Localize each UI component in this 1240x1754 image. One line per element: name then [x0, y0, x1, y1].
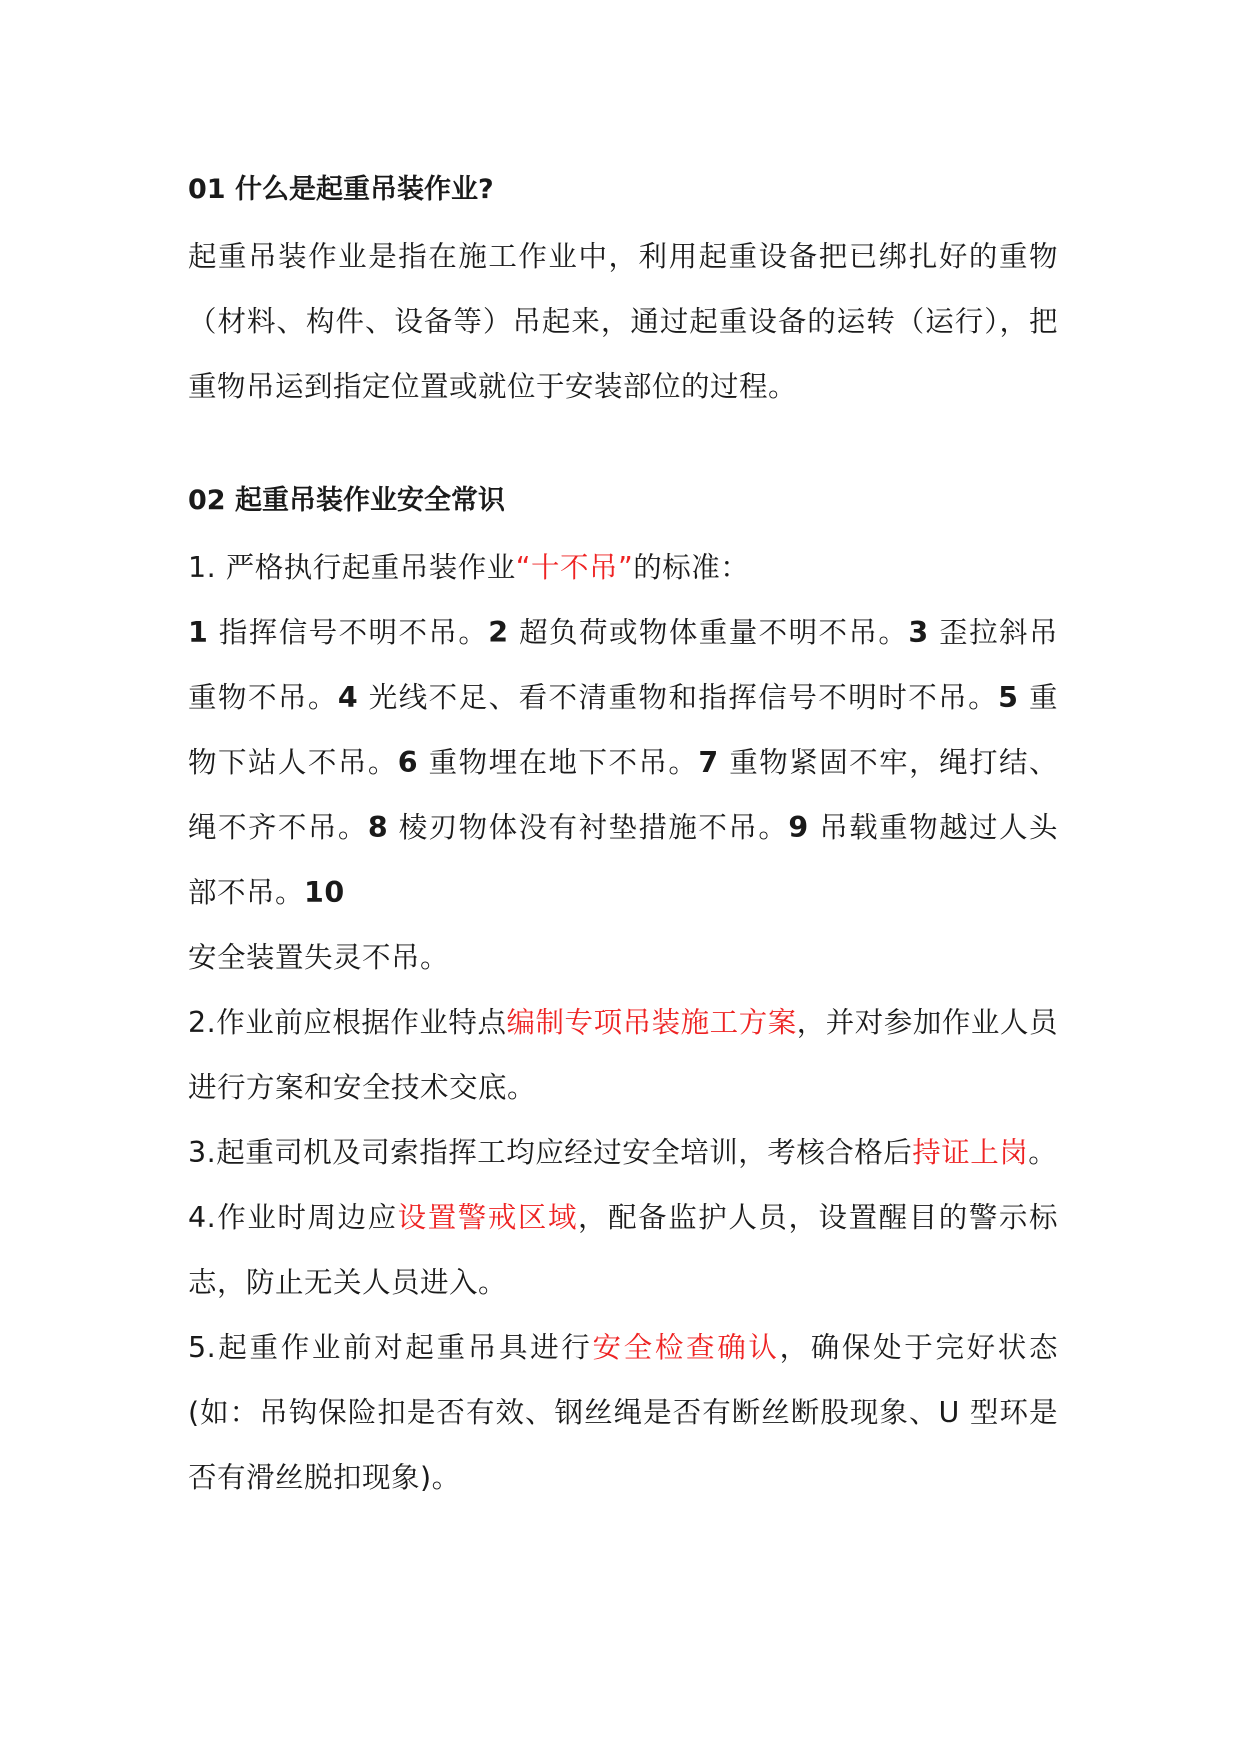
item-3-suffix: 。: [1028, 1136, 1058, 1169]
item-2-highlight: 编制专项吊装施工方案: [506, 1006, 797, 1039]
document-page: [188, 170, 1058, 1510]
rule-10-text: 安全装置失灵不吊。: [188, 941, 450, 974]
item-2-prefix: 2.作业前应根据作业特点: [188, 1006, 507, 1039]
rules-list: [188, 600, 1058, 925]
item-1-suffix: 的标准：: [633, 551, 750, 584]
section1-body: 起重吊装作业是指在施工作业中，利用起重设备把已绑扎好的重物（材料、构件、设备等）吊起来，通过起重设备的运转（运行），把重物吊运到指定位置或就位于安装部位的过程。: [188, 240, 1058, 403]
item-4: [188, 1185, 1058, 1315]
rule-3-num: 3: [908, 616, 929, 649]
rule-3-text: 歪拉斜吊重物不吊。: [188, 616, 1059, 714]
item-5-prefix: 5.起重作业前对起重吊具进行: [188, 1331, 593, 1364]
item-5-highlight: 安全检查确认: [592, 1331, 780, 1364]
item-1-prefix: 1. 严格执行起重吊装作业: [188, 551, 516, 584]
rule-1-text: 指挥信号不明不吊。: [208, 616, 489, 649]
section1-title: 01 什么是起重吊装作业?: [188, 174, 494, 205]
section2-title: 02 起重吊装作业安全常识: [188, 485, 505, 516]
rule-9-num: 9: [788, 811, 809, 844]
rule-5-text: 重物下站人不吊。: [188, 681, 1058, 779]
rule-9-text: 吊载重物越过人头部不吊。: [188, 811, 1058, 909]
item-5-suffix: ，确保处于完好状态(如：吊钩保险扣是否有效、钢丝绳是否有断丝断股现象、U 型环是否有滑丝脱扣现象)。: [188, 1331, 1058, 1494]
rule-1-num: 1: [188, 616, 209, 649]
item-4-prefix: 4.作业时周边应: [188, 1201, 398, 1234]
item-1-highlight: “十不吊”: [515, 551, 634, 584]
rule-8-num: 8: [367, 811, 389, 844]
rule-6-num: 6: [397, 746, 419, 779]
item-2-suffix: ，并对参加作业人员进行方案和安全技术交底。: [188, 1006, 1058, 1104]
item-1: [188, 535, 1058, 600]
rule-4-text: 光线不足、看不清重物和指挥信号不明时不吊。: [358, 681, 999, 714]
rule-10-num: 10: [304, 876, 345, 909]
item-3-prefix: 3.起重司机及司索指挥工均应经过安全培训，考核合格后: [188, 1136, 913, 1169]
rule-6-text: 重物埋在地下不吊。: [418, 746, 699, 779]
rule-7-text: 重物紧固不牢，绳打结、绳不齐不吊。: [188, 746, 1058, 844]
item-4-highlight: 设置警戒区域: [397, 1201, 579, 1234]
item-3-highlight: 持证上岗: [912, 1136, 1029, 1169]
item-3: [188, 1120, 1058, 1185]
rule-2-num: 2: [488, 616, 509, 649]
rule-7-num: 7: [698, 746, 719, 779]
rule-8-text: 棱刃物体没有衬垫措施不吊。: [388, 811, 789, 844]
rule-4-num: 4: [337, 681, 359, 714]
item-4-suffix: ，配备监护人员，设置醒目的警示标志，防止无关人员进入。: [188, 1201, 1058, 1299]
rule-2-text: 超负荷或物体重量不明不吊。: [508, 616, 909, 649]
item-2: [188, 990, 1058, 1120]
item-5: [188, 1315, 1058, 1510]
rule-5-num: 5: [998, 681, 1019, 714]
